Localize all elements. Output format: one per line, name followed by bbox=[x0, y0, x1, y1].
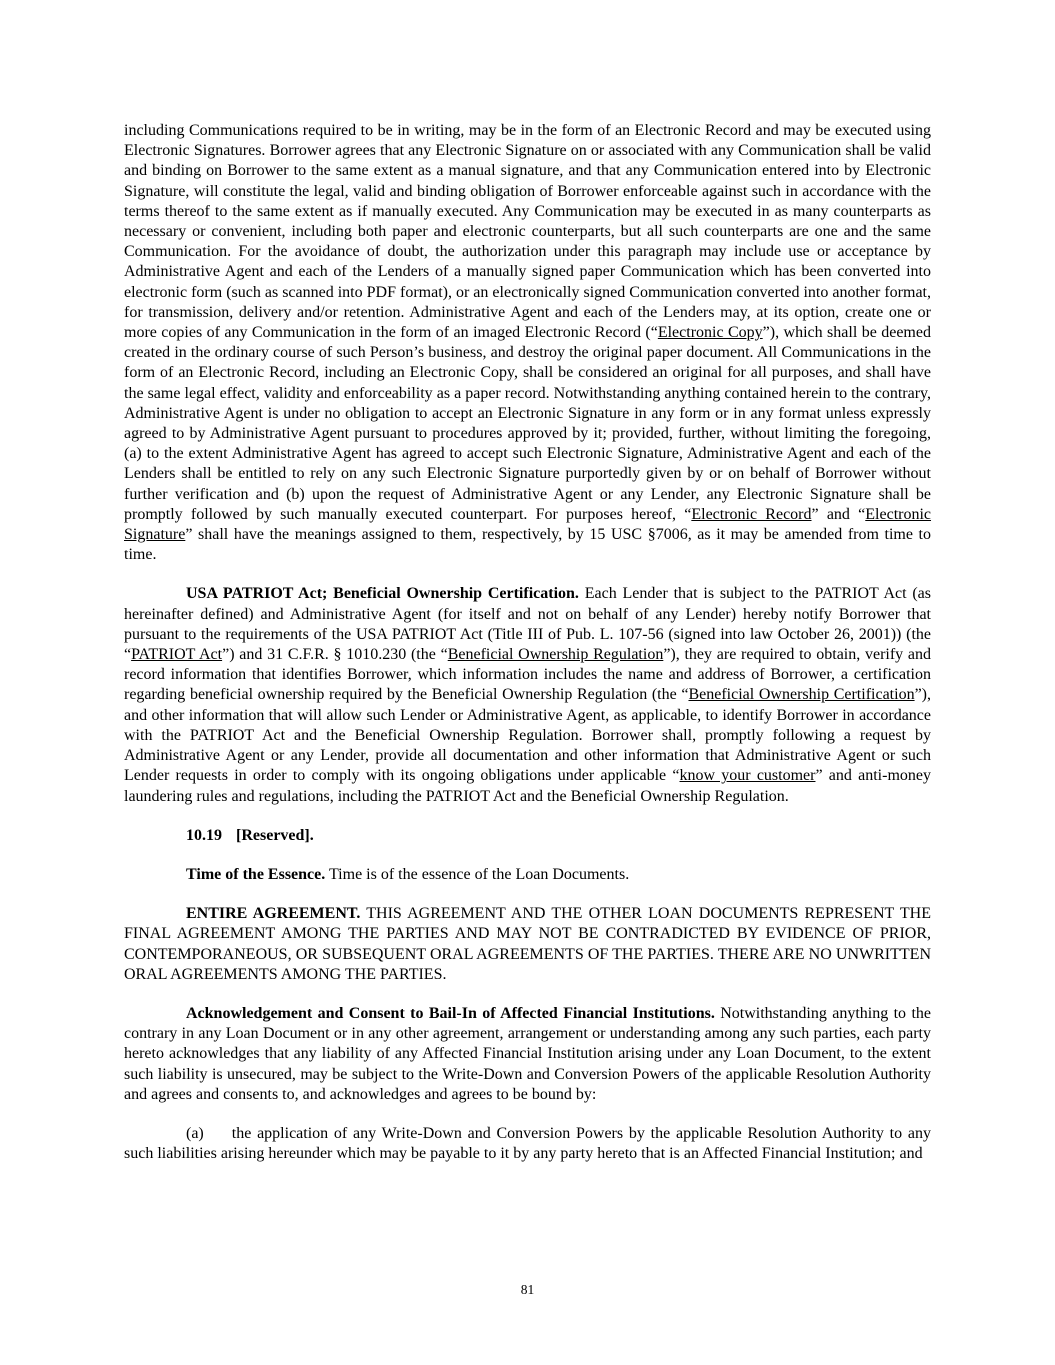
defined-term-beneficial-ownership-certification: Beneficial Ownership Certification bbox=[688, 686, 915, 704]
text-run: ”), and other information that will allow such Lender or Administrative Agent, as applicable, to identify Borrower in accordance with the PATRIOT Act and the Beneficial Ownership Regulation. Borrower shall, promptly following a request by Administrative Agent or any Lender, provide all documentation and other information that Administrative Agent or such Lender requests in order to comply with its ongoing obligations under applicable “ bbox=[124, 686, 932, 785]
heading-time-of-essence: Time of the Essence. bbox=[186, 865, 326, 883]
page-number: 81 bbox=[520, 1282, 535, 1297]
paragraph-usa-patriot-act bbox=[124, 584, 931, 806]
text-run: including Communications required to be in writing, may be in the form of an Electronic Record and may be executed using Electronic Signatures. Borrower agrees that any Electronic Signature on or associated with any Communication shall be valid and binding on Borrower to the same extent as a manual signature, and that any Communication entered into by Electronic Signature, will constitute the legal, valid and binding obligation of Borrower enforceable against such in accordance with the terms thereof to the same extent as if manually executed. Any Communication may be executed in as many counterparts as necessary or convenient, including both paper and electronic counterparts, but all such counterparts are one and the same Communication. For the avoidance of doubt, the authorization under this paragraph may include use or acceptance by Administrative Agent and each of the Lenders of a manually signed paper Communication which has been converted into electronic form (such as scanned into PDF format), or an electronically signed Communication converted into another format, for transmission, delivery and/or retention. Administrative Agent and each of the Lenders may, at its option, create one or more copies of any Communication in the form of an imaged Electronic Record (“ bbox=[124, 122, 931, 342]
text-run: Notwithstanding anything to the contrary in any Loan Document or in any other agreement, arrangement or understanding among any such parties, each party hereto acknowledges that any liability of any Affected Financial Institution arising under any Loan Document, to the extent such liability is unsecured, may be subject to the Write-Down and Conversion Powers of the applicable Resolution Authority and agrees and consents to, and acknowledges and agrees to be bound by: bbox=[124, 1004, 931, 1103]
text-run: ” and “ bbox=[811, 505, 866, 523]
defined-term-know-your-customer: know your customer bbox=[679, 767, 816, 785]
section-reserved bbox=[124, 826, 931, 846]
defined-term-beneficial-ownership-regulation: Beneficial Ownership Regulation bbox=[447, 646, 664, 664]
text-run: ” and anti-money laundering rules and regulations, including the PATRIOT Act and the Beneficial Ownership Regulation. bbox=[124, 767, 931, 805]
text-run: Time is of the essence of the Loan Documents. bbox=[325, 865, 630, 883]
document-content bbox=[124, 121, 931, 1183]
paragraph-electronic-records bbox=[124, 121, 931, 565]
defined-term-electronic-signature: Electronic Signature bbox=[124, 505, 932, 544]
heading-usa-patriot-act: USA PATRIOT Act; Beneficial Ownership Certification. bbox=[186, 585, 579, 603]
heading-bail-in: Acknowledgement and Consent to Bail-In of Affected Financial Institutions. bbox=[186, 1004, 715, 1022]
defined-term-patriot-act: PATRIOT Act bbox=[131, 646, 223, 664]
section-time-of-essence bbox=[124, 865, 931, 885]
text-run: THIS AGREEMENT AND THE OTHER LOAN DOCUMENTS REPRESENT THE FINAL AGREEMENT AMONG THE PARTIES AND MAY NOT BE CONTRADICTED BY EVIDENCE OF PRIOR, CONTEMPORANEOUS, OR SUBSEQUENT ORAL AGREEMENTS OF THE PARTIES. THERE ARE NO UNWRITTEN ORAL AGREEMENTS AMONG THE PARTIES. bbox=[124, 905, 932, 983]
heading-entire-agreement: ENTIRE AGREEMENT. bbox=[186, 905, 361, 923]
text-run: ”) and 31 C.F.R. § 1010.230 (the “ bbox=[222, 646, 448, 664]
text-run: ” shall have the meanings assigned to them, respectively, by 15 USC §7006, as it may be amended from time to time. bbox=[124, 526, 931, 564]
section-entire-agreement bbox=[124, 904, 931, 985]
section-number: 10.19 bbox=[186, 826, 222, 844]
text-run: Each Lender that is subject to the PATRIOT Act (as hereinafter defined) and Administrative Agent (for itself and not on behalf of any Lender) hereby notify Borrower that pursuant to the requirements of the USA PATRIOT Act (Title III of Pub. L. 107-56 (signed into law October 26, 2001)) (the “ bbox=[124, 585, 932, 664]
text-run: ”), they are required to obtain, verify and record information that identifies Borrower, which information includes the name and address of Borrower, a certification regarding beneficial ownership required by the Beneficial Ownership Regulation (the “ bbox=[124, 646, 932, 704]
page-footer bbox=[0, 1282, 1055, 1298]
defined-term-electronic-record: Electronic Record bbox=[691, 505, 812, 523]
clause-a bbox=[124, 1124, 931, 1164]
section-reserved-label: [Reserved]. bbox=[236, 826, 314, 844]
text-run: the application of any Write-Down and Conversion Powers by the applicable Resolution Authority to any such liabilities arising hereunder which may be payable to it by any party hereto that is an Affected Financial Institution; and bbox=[124, 1124, 931, 1163]
clause-marker: (a) bbox=[186, 1124, 204, 1142]
defined-term-electronic-copy: Electronic Copy bbox=[657, 324, 763, 342]
text-run: ”), which shall be deemed created in the ordinary course of such Person’s business, and destroy the original paper document. All Communications in the form of an Electronic Record, including an Electronic Copy, shall be considered an original for all purposes, and shall have the same legal effect, validity and enforceability as a paper record. Notwithstanding anything contained herein to the contrary, Administrative Agent is under no obligation to accept an Electronic Signature in any form or in any format unless expressly agreed to by Administrative Agent pursuant to procedures approved by it; provided, further, without limiting the foregoing, (a) to the extent Administrative Agent has agreed to accept such Electronic Signature, Administrative Agent and each of the Lenders shall be entitled to rely on any such Electronic Signature purportedly given by or on behalf of Borrower without further verification and (b) upon the request of Administrative Agent or any Lender, any Electronic Signature shall be promptly followed by such manually executed counterpart. For purposes hereof, “ bbox=[124, 324, 931, 523]
section-bail-in bbox=[124, 1004, 931, 1105]
